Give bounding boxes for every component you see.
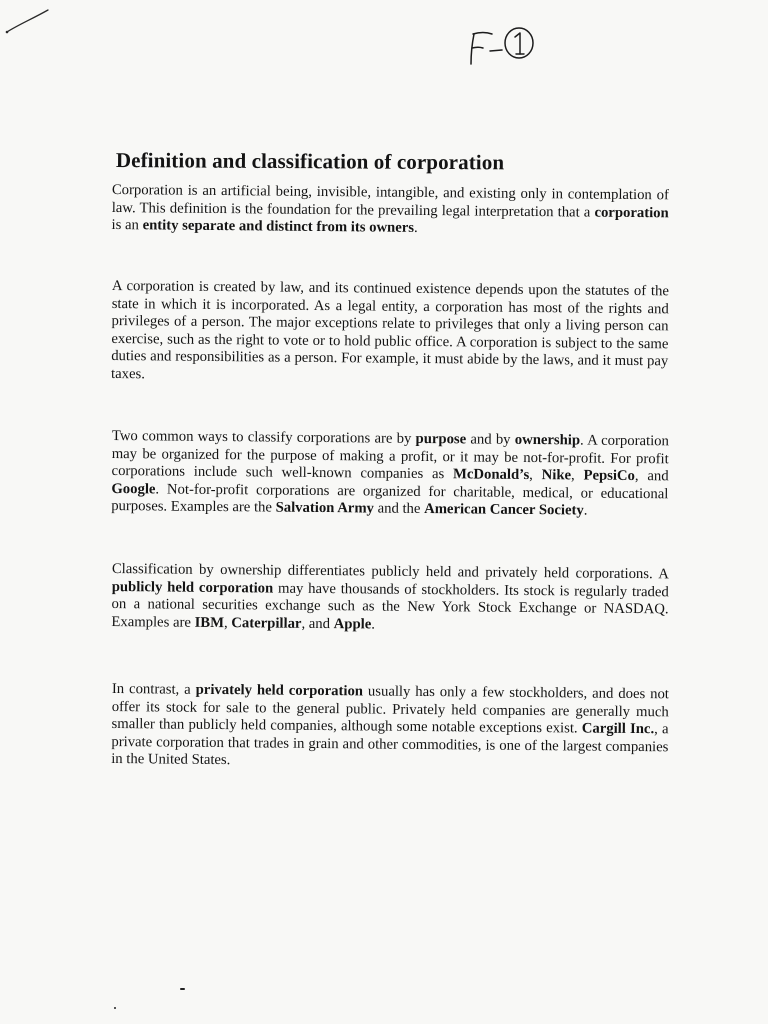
- scan-speck: [180, 988, 185, 990]
- bold-term: Apple: [333, 615, 372, 633]
- paragraph-legal-entity: [111, 278, 669, 389]
- text-run: .: [371, 616, 376, 633]
- bold-term: privately held corporation: [195, 681, 364, 700]
- text-run: and by: [466, 431, 515, 448]
- bold-term: ownership: [514, 431, 581, 449]
- bold-term: Salvation Army: [275, 499, 375, 517]
- bold-term: corporation: [594, 204, 669, 221]
- handwritten-page-label: [462, 24, 542, 68]
- text-run: Classification by ownership differentiates publicly held and privately held corporations. A: [111, 561, 669, 583]
- text-run: is an: [111, 217, 143, 234]
- bold-term: publicly held corporation: [111, 578, 274, 597]
- text-run: .: [583, 502, 588, 519]
- bold-term: McDonald’s: [452, 466, 530, 484]
- text-run: . Not-for-profit corporations are organized for charitable, medical, or educational purposes. Examples are the: [111, 481, 669, 516]
- bold-term: Caterpillar: [231, 614, 302, 632]
- text-run: usually has only a few stockholders, and does not offer its stock for sale to the general public. Privately held companies are generally much smaller than publicly held companies, although some notable exceptions exist.: [111, 683, 670, 737]
- text-run: ,: [223, 614, 232, 631]
- text-run: , and: [634, 468, 669, 485]
- paragraph-publicly-held: [111, 561, 669, 637]
- text-run: .: [413, 220, 418, 237]
- pen-stroke-mark: [4, 6, 54, 36]
- paragraph-definition: [111, 182, 668, 240]
- text-run: ,: [570, 467, 584, 484]
- text-run: , a private corporation that trades in grain and other commodities, is one of the largest companies in the United States.: [111, 721, 669, 769]
- paragraph-classification-purpose: [111, 428, 669, 521]
- bold-term: Nike: [541, 467, 572, 484]
- scan-speck: [114, 1007, 116, 1009]
- text-run: and the: [373, 500, 425, 518]
- text-run: A corporation is created by law, and its continued existence depends upon the statutes of the state in which it is incorporated. As a legal entity, a corporation has most of the rights and privileges of a person. The major exceptions relate to privileges that only a living person can exercise, such as the right to vote or to hold public office. A corporation is subject to the same duties and responsibilities as a person. For example, it must abide by the laws, and it must pay taxes.: [111, 278, 669, 383]
- text-run: Corporation is an artificial being, invisible, intangible, and existing only in contemplation of law. This definition is the foundation for the prevailing legal interpretation that a: [111, 182, 669, 221]
- bold-term: American Cancer Society: [424, 501, 584, 519]
- bold-term: PepsiCo: [583, 467, 635, 485]
- text-run: may have thousands of stockholders. Its stock is regularly traded on a national securities exchange such as the New York Stock Exchange or NASDAQ. Examples are: [111, 580, 669, 631]
- bold-term: Cargill Inc.: [581, 720, 655, 738]
- text-run: In contrast, a: [111, 681, 196, 698]
- bold-term: Google: [111, 480, 156, 498]
- text-run: , and: [301, 615, 334, 632]
- text-run: . A corporation may be organized for the purpose of making a profit, or it may be not-for-profit. For profit corporations include such well-known companies as: [111, 432, 669, 483]
- bold-term: entity separate and distinct from its owners: [142, 217, 415, 237]
- paragraph-privately-held: [111, 681, 669, 774]
- bold-term: IBM: [194, 614, 225, 631]
- document-title: Definition and classification of corporation: [115, 148, 505, 175]
- text-run: Two common ways to classify corporations are by: [111, 428, 416, 447]
- bold-term: purpose: [415, 430, 467, 448]
- text-run: ,: [529, 467, 542, 484]
